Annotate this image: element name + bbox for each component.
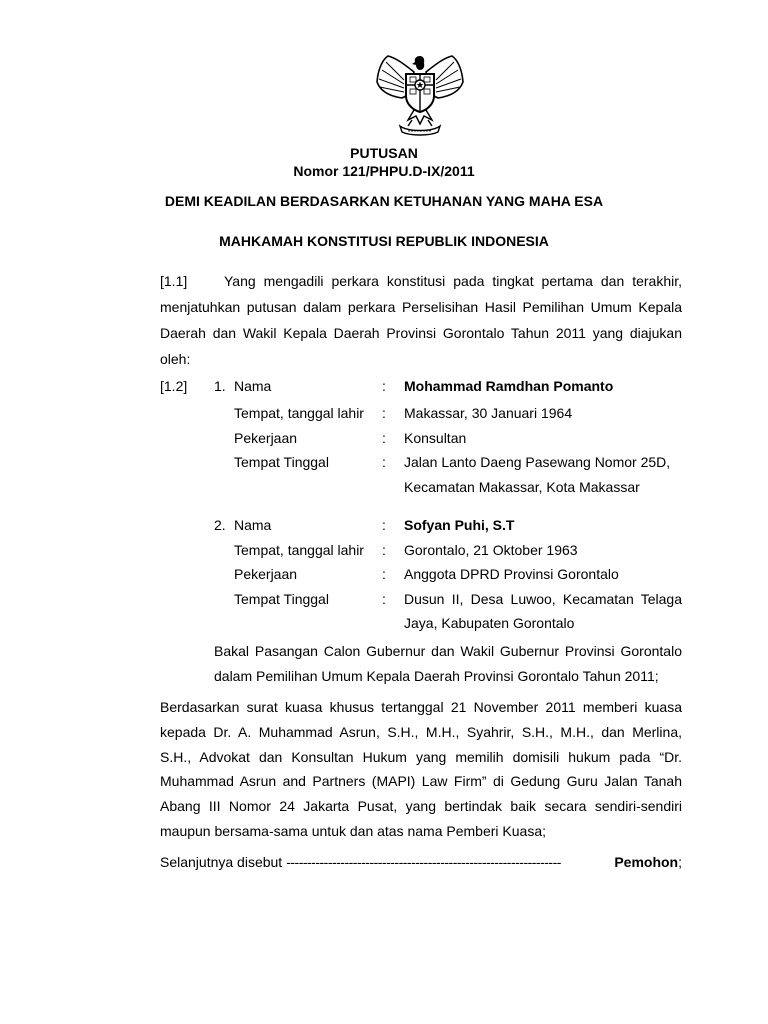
field-value: Dusun II, Desa Luwoo, Kecamatan Telaga bbox=[404, 591, 682, 607]
field-value: Jalan Lanto Daeng Pasewang Nomor 25D, bbox=[404, 454, 671, 470]
closing-role: Pemohon bbox=[614, 854, 679, 870]
closing-suffix: ; bbox=[678, 854, 682, 870]
field-colon: : bbox=[382, 517, 386, 533]
section-1-1-line: menjatuhkan putusan dalam perkara Perselisihan Hasil Pemilihan Umum Kepala bbox=[160, 299, 682, 315]
field-value: Gorontalo, 21 Oktober 1963 bbox=[404, 542, 578, 558]
section-ref-1-2: [1.2] bbox=[160, 378, 188, 394]
attorney-text: Muhammad Asrun and Partners (MAPI) Law Firm” di Gedung Guru Jalan Tanah bbox=[160, 773, 682, 789]
field-label: Nama bbox=[234, 378, 272, 394]
person-name: Sofyan Puhi, S.T bbox=[404, 517, 515, 533]
attorney-text: S.H., Advokat dan Konsultan Hukum yang memilih domisili hukum pada “Dr. bbox=[160, 749, 682, 765]
section-ref-1-1: [1.1] bbox=[160, 273, 188, 289]
field-colon: : bbox=[382, 591, 386, 607]
field-value: Anggota DPRD Provinsi Gorontalo bbox=[404, 566, 619, 582]
field-colon: : bbox=[382, 378, 386, 394]
field-colon: : bbox=[382, 405, 386, 421]
document-title: PUTUSAN bbox=[350, 145, 418, 161]
section-1-1-line: Daerah dan Wakil Kepala Daerah Provinsi Gorontalo Tahun 2011 yang diajukan bbox=[160, 325, 682, 341]
field-colon: : bbox=[382, 430, 386, 446]
field-label: Tempat, tanggal lahir bbox=[234, 542, 364, 558]
person-number: 2. bbox=[214, 517, 226, 533]
closing-dashes: ------------------------------------------------------------------ bbox=[286, 854, 561, 870]
candidacy-text: dalam Pemilihan Umum Kepala Daerah Provinsi Gorontalo Tahun 2011; bbox=[214, 668, 659, 684]
field-colon: : bbox=[382, 566, 386, 582]
attorney-text: Berdasarkan surat kuasa khusus tertanggal 21 November 2011 memberi kuasa bbox=[160, 699, 682, 715]
preamble: DEMI KEADILAN BERDASARKAN KETUHANAN YANG MAHA ESA bbox=[164, 193, 604, 209]
field-value: Konsultan bbox=[404, 430, 467, 446]
section-1-1-line: oleh: bbox=[160, 351, 191, 367]
attorney-text: kepada Dr. A. Muhammad Asrun, S.H., M.H., Syahrir, S.H., M.H., dan Merlina, bbox=[160, 724, 682, 740]
candidacy-text: Bakal Pasangan Calon Gubernur dan Wakil Gubernur Provinsi Gorontalo bbox=[214, 643, 682, 659]
field-label: Pekerjaan bbox=[234, 566, 298, 582]
closing-line bbox=[160, 853, 682, 871]
field-label: Tempat Tinggal bbox=[234, 591, 329, 607]
field-value: Makassar, 30 Januari 1964 bbox=[404, 405, 573, 421]
field-label: Tempat, tanggal lahir bbox=[234, 405, 364, 421]
field-label: Nama bbox=[234, 517, 272, 533]
closing-prefix: Selanjutnya disebut bbox=[160, 854, 283, 870]
case-number: Nomor 121/PHPU.D-IX/2011 bbox=[293, 163, 475, 179]
attorney-text: maupun bersama-sama untuk dan atas nama Pemberi Kuasa; bbox=[160, 823, 546, 839]
field-value: Kecamatan Makassar, Kota Makassar bbox=[404, 479, 640, 495]
person-number: 1. bbox=[214, 378, 226, 394]
section-1-1-line: Yang mengadili perkara konstitusi pada tingkat pertama dan terakhir, bbox=[224, 273, 682, 289]
court-name: MAHKAMAH KONSTITUSI REPUBLIK INDONESIA bbox=[219, 233, 549, 249]
field-colon: : bbox=[382, 454, 386, 470]
field-value: Jaya, Kabupaten Gorontalo bbox=[404, 615, 575, 631]
field-colon: : bbox=[382, 542, 386, 558]
garuda-emblem-icon bbox=[374, 50, 466, 138]
field-label: Tempat Tinggal bbox=[234, 454, 329, 470]
person-name: Mohammad Ramdhan Pomanto bbox=[404, 378, 614, 394]
field-label: Pekerjaan bbox=[234, 430, 298, 446]
attorney-text: Abang III Nomor 24 Jakarta Pusat, yang bertindak baik secara sendiri-sendiri bbox=[160, 798, 682, 814]
